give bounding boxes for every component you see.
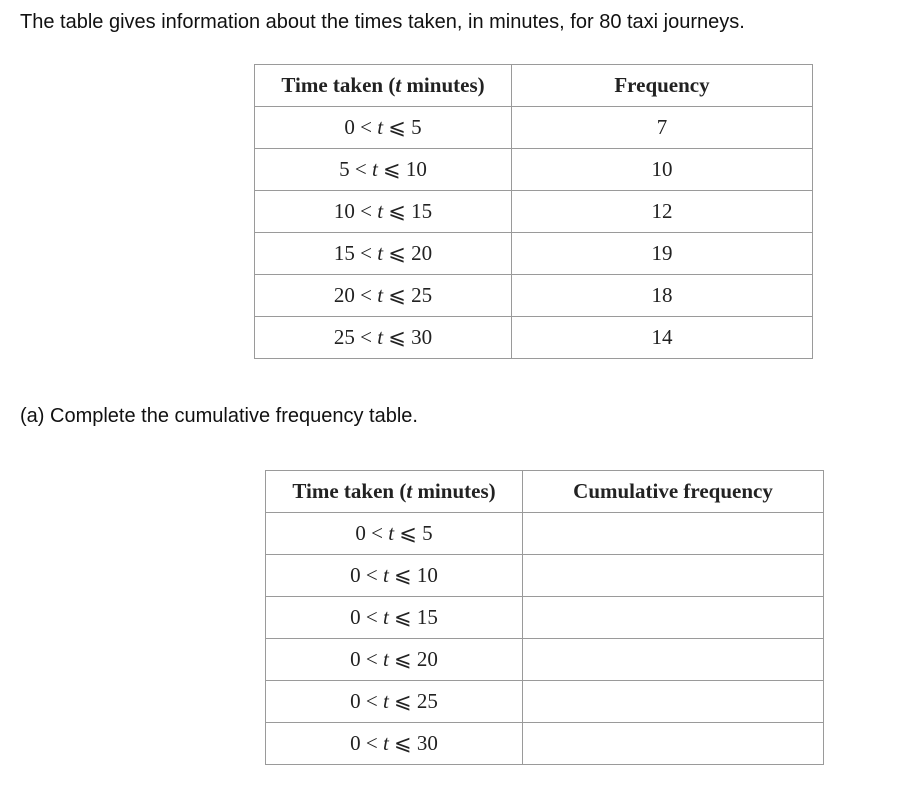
table-row: [266, 681, 824, 723]
table-row: [266, 639, 824, 681]
table-row: [255, 275, 813, 317]
header-frequency: Frequency: [512, 65, 813, 107]
table-row: [255, 317, 813, 359]
table-header-row: [255, 65, 813, 107]
header-time-taken: Time taken (t minutes): [255, 65, 512, 107]
interval-cell: 0 < t ⩽ 25: [266, 681, 523, 723]
cumulative-frequency-answer-cell[interactable]: [523, 639, 824, 681]
cumulative-frequency-answer-cell[interactable]: [523, 555, 824, 597]
frequency-cell: 14: [512, 317, 813, 359]
cumulative-frequency-answer-cell[interactable]: [523, 681, 824, 723]
table-row: [266, 723, 824, 765]
interval-cell: 0 < t ⩽ 15: [266, 597, 523, 639]
frequency-cell: 10: [512, 149, 813, 191]
table-header-row: [266, 471, 824, 513]
interval-cell: 10 < t ⩽ 15: [255, 191, 512, 233]
interval-cell: 0 < t ⩽ 5: [255, 107, 512, 149]
frequency-cell: 7: [512, 107, 813, 149]
frequency-cell: 19: [512, 233, 813, 275]
frequency-table: [254, 64, 813, 359]
table-row: [255, 191, 813, 233]
table-row: [266, 597, 824, 639]
table-row: [255, 149, 813, 191]
interval-cell: 20 < t ⩽ 25: [255, 275, 512, 317]
question-a-text: (a) Complete the cumulative frequency table.: [20, 405, 418, 427]
cumulative-frequency-answer-cell[interactable]: [523, 513, 824, 555]
interval-cell: 15 < t ⩽ 20: [255, 233, 512, 275]
interval-cell: 5 < t ⩽ 10: [255, 149, 512, 191]
frequency-cell: 18: [512, 275, 813, 317]
cumulative-frequency-answer-cell[interactable]: [523, 597, 824, 639]
cumulative-frequency-table: [265, 470, 824, 765]
interval-cell: 0 < t ⩽ 10: [266, 555, 523, 597]
table-row: [255, 233, 813, 275]
table-row: [266, 555, 824, 597]
table-row: [266, 513, 824, 555]
interval-cell: 0 < t ⩽ 30: [266, 723, 523, 765]
table-row: [255, 107, 813, 149]
frequency-cell: 12: [512, 191, 813, 233]
interval-cell: 25 < t ⩽ 30: [255, 317, 512, 359]
cumulative-frequency-answer-cell[interactable]: [523, 723, 824, 765]
header-time-taken: Time taken (t minutes): [266, 471, 523, 513]
intro-text: The table gives information about the times taken, in minutes, for 80 taxi journeys.: [20, 11, 745, 33]
interval-cell: 0 < t ⩽ 5: [266, 513, 523, 555]
interval-cell: 0 < t ⩽ 20: [266, 639, 523, 681]
header-cumulative-frequency: Cumulative frequency: [523, 471, 824, 513]
